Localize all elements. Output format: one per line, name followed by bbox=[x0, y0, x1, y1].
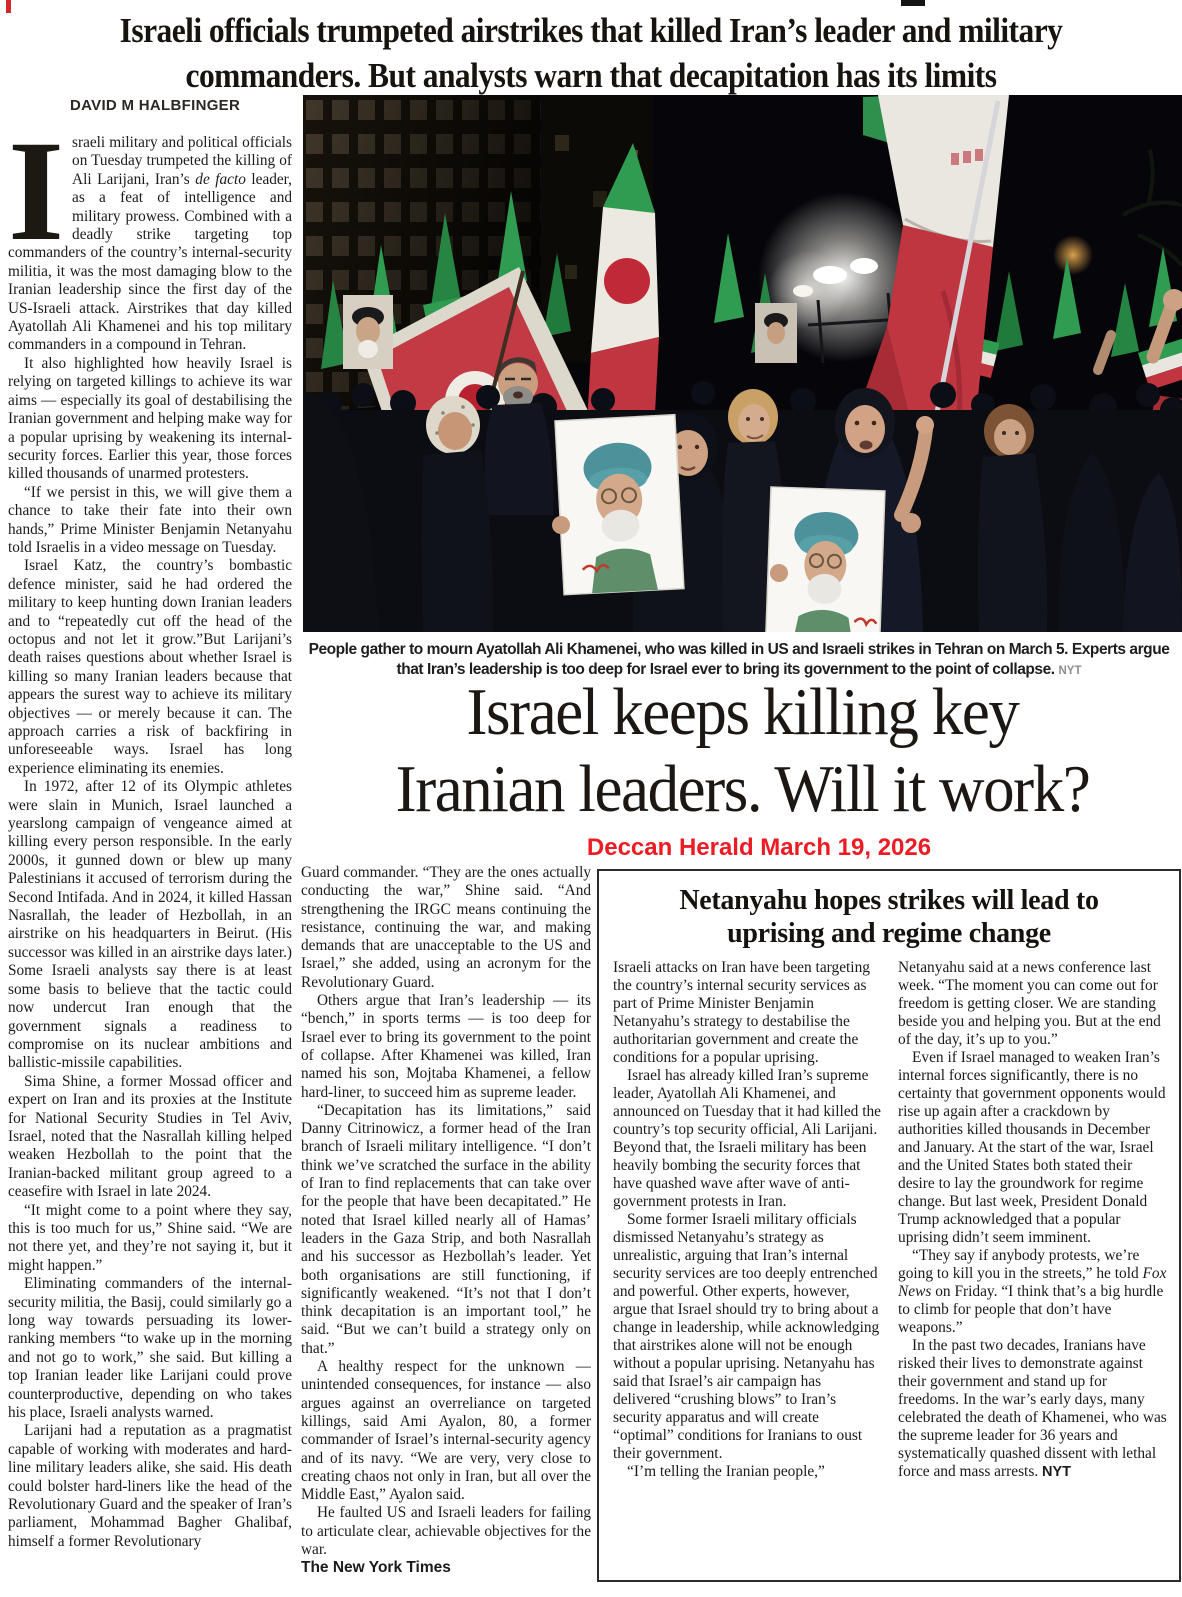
paragraph: Larijani had a reputation as a pragmatist capable of working with moderates and hard-line military leaders alike, she said. His death could bolster hard-liners like the head of the Revolutionary Guard and the speaker of Iran’s parliament, Mohammad Bagher Ghalibaf, himself a former Revolutionary bbox=[8, 1422, 292, 1550]
main-headline-line2: Iranian leaders. Will it work? bbox=[395, 752, 1090, 826]
box-credit: NYT bbox=[1042, 1464, 1072, 1480]
paragraph: Even if Israel managed to weaken Iran’s internal forces significantly, there is no certainty that government opponents would rise up again after a crackdown by authorities killed thousands in December and January. At the start of the war, Israel and the United States both stated their desire to lay the groundwork for regime change. But last week, President Donald Trump acknowledged that a popular uprising didn’t seem imminent. bbox=[898, 1049, 1166, 1246]
photo-hand bbox=[552, 516, 570, 534]
paragraph: “If we persist in this, we will give them a chance to take their fate into their own hands,” Prime Minister Benjamin Netanyahu told Israelis in a video message on Tuesday. bbox=[8, 483, 292, 556]
article-credit: The New York Times bbox=[301, 1559, 451, 1577]
paragraph: Israeli attacks on Iran have been targeting the country’s internal security services as part of Prime Minister Benjamin Netanyahu’s strategy to destabilise the authoritarian government and create the conditions for a popular uprising. bbox=[613, 959, 870, 1066]
box-headline bbox=[609, 884, 1169, 950]
photo-khamenei-poster-right bbox=[765, 487, 885, 632]
paragraph: He faulted US and Israeli leaders for failing to articulate clear, achievable objectives for the war. bbox=[301, 1504, 591, 1558]
mourning-crowd-illustration bbox=[303, 95, 1182, 632]
paragraph: Israel has already killed Iran’s supreme leader, Ayatollah Ali Khamenei, and announced on Tuesday that it had killed the country’s top security official, Ali Larijani. Beyond that, the Israeli military has been heavily bombing the security forces that have quashed wave after wave of anti-government protests in Iran. bbox=[613, 1067, 882, 1210]
scan-artifact-dark bbox=[901, 0, 925, 6]
photo-hand bbox=[770, 564, 788, 582]
paragraph: Others argue that Iran’s leadership — its “bench,” in sports terms — is too deep for Israel ever to bring its government to the point of collapse. After Khamenei was killed, Iran named his son, Mojtaba Khamenei, a fellow hard-liner, to succeed him as supreme leader. bbox=[301, 992, 591, 1101]
caption-text: People gather to mourn Ayatollah Ali Khamenei, who was killed in US and Israeli strikes in Tehran on March 5. Experts argue that Iran’s leadership is too deep for Israel ever to bring its government to the point of collapse. bbox=[308, 641, 1170, 678]
article-column-middle bbox=[301, 864, 591, 1590]
lead-paragraph bbox=[8, 134, 292, 355]
drop-cap: I bbox=[8, 134, 65, 271]
paragraph: Guard commander. “They are the ones actually conducting the war,” Shine said. “And strengthening the IRGC means continuing the resistance, continuing the war, and making demands that are unacceptable to the US and Israel,” she added, using an acronym for the Revolutionary Guard. bbox=[301, 864, 591, 991]
paragraph: It also highlighted how heavily Israel is relying on targeted killings to achieve its war aims — especially its goal of destabilising the Iranian government and helping make way for a popular uprising by weakening its internal-security forces. Earlier this year, those forces killed thousands of unarmed protesters. bbox=[8, 354, 292, 483]
main-headline bbox=[303, 674, 1182, 828]
box-column-left bbox=[613, 959, 882, 1559]
caption-credit: NYT bbox=[1058, 664, 1082, 677]
box-headline-line1: Netanyahu hopes strikes will lead to bbox=[679, 885, 1099, 916]
box-columns bbox=[599, 950, 1179, 1559]
article-column-left bbox=[8, 134, 292, 1594]
paragraph-text: In the past two decades, Iranians have risked their lives to demonstrate against their government and stand up for freedoms. In the war’s early days, many celebrated the death of Khamenei, who was the supreme leader for 36 years and systematically quashed dissent with lethal force and mass arrests. bbox=[898, 1337, 1167, 1480]
top-headline-line1: Israeli officials trumpeted airstrikes that killed Iran’s leader and military bbox=[119, 11, 1063, 50]
paragraph: Sima Shine, a former Mossad officer and expert on Iran and its proxies at the Institute for National Security Studies in Tel Aviv, Israel, noted that the Nasrallah killing helped weaken Hezbollah to the point that the Iranian-backed militant group agreed to a ceasefire with Israel in late 2024. bbox=[8, 1072, 292, 1201]
paragraph: “They say if anybody protests, we’re going to kill you in the streets,” he told Fox News on Friday. “I think that’s a big hurdle to climb for people that don’t have weapons.” bbox=[898, 1247, 1167, 1336]
paragraph: A healthy respect for the unknown — unintended consequences, for instance — also argues against an overreliance on targeted killings, said Ami Ayalon, 80, a former commander of Israel’s internal-security agency and of its navy. “We are very, very close to creating chaos not only in Iran, but all over the Middle East,” Ayalon said. bbox=[301, 1358, 591, 1504]
publication-watermark: Deccan Herald March 19, 2026 bbox=[586, 834, 932, 861]
top-headline-line2: commanders. But analysts warn that decapitation has its limits bbox=[185, 56, 997, 95]
paragraph: In 1972, after 12 of its Olympic athletes were slain in Munich, Israel launched a yearslong campaign of vengeance aimed at killing every person responsible. In the early 2000s, it gunned down or blew up many Palestinians it accused of terrorism during the Second Intifada. And in 2024, it killed Hassan Nasrallah, the leader of Hezbollah, in an airstrike on his headquarters in Beirut. (His successor was killed in an airstrike days later.) Some Israeli analysts say there is at least some basis to believe that the tactic could now undercut Iran enough that the government signals a readiness to compromise on its nuclear ambitions and ballistic-missile capabilities. bbox=[8, 778, 292, 1072]
lead-text: sraeli military and political officials on Tuesday trumpeted the killing of Ali Larijani, Iran’s de facto leader, as a feat of intelligence and military prowess. Combined with a deadly strike targeting top commanders of the country’s internal-security militia, it was the most damaging blow to the Iranian leadership since the first day of the US-Israeli attack. Airstrikes that day killed Ayatollah Ali Khamenei and his top military commanders in a compound in Tehran. bbox=[8, 134, 292, 354]
paragraph: “I’m telling the Iranian people,” bbox=[627, 1463, 825, 1480]
paragraph: “It might come to a point where they say, this is too much for us,” Shine said. “We are not there yet, and they’re not saying it, but it might happen.” bbox=[8, 1201, 292, 1274]
box-column-right bbox=[898, 959, 1167, 1559]
top-headline bbox=[0, 8, 1182, 98]
paragraph: Israel Katz, the country’s bombastic defence minister, said he had ordered the military to keep hunting down Iranian leaders and to “repeatedly cut off the head of the octopus and not let it grow.”But Larijani’s death raises questions about whether Israel is killing so many Iranian leaders because that appears the surest way to achieve its military objectives — or merely because it can. The approach carries a risk of backfiring in unforeseeable ways. Israel has long experience eliminating its enemies. bbox=[8, 557, 292, 777]
paragraph bbox=[898, 1337, 1167, 1481]
box-headline-line2: uprising and regime change bbox=[727, 918, 1051, 949]
paragraph: Netanyahu said at a news conference last week. “The moment you can come out for freedom is getting closer. We are standing beside you and helping you. But at the end of the day, it’s up to you.” bbox=[898, 959, 1161, 1048]
paragraph: “Decapitation has its limitations,” said Danny Citrinowicz, a former head of the Iran branch of Israeli military intelligence. “I don’t think we’ve scratched the surface in the ability of Iran to find replacements that can take over for the people that have been decapitated.” He noted that Israel killed nearly all of Hamas’ leaders in the Gaza Strip, and both Nasrallah and his successor as Hezbollah’s leader. Yet both organisations are still functioning, if significantly weakened. “It’s not that I don’t think decapitation is an important tool,” he said. “But we can’t build a strategy only on that.” bbox=[301, 1101, 591, 1357]
news-photo bbox=[303, 95, 1182, 632]
paragraph: Eliminating commanders of the internal-security militia, the Basij, could similarly go a long way towards persuading its lower-ranking members “to wake up in the morning and not go to work,” she said. But killing a top Iranian leader like Larijani could prove counterproductive, depending on who takes his place, Israeli analysts warned. bbox=[8, 1275, 292, 1422]
paragraph: Some former Israeli military officials dismissed Netanyahu’s strategy as unrealistic, arguing that Iran’s internal security services are too deeply entrenched and powerful. Other experts, however, argue that Israel should try to bring about a change in leadership, while acknowledging that airstrikes alone will not be enough without a popular uprising. Netanyahu has said that Israel’s air campaign has delivered “crushing blows” to Iran’s security apparatus and will create “optimal” conditions for Iranians to oust their government. bbox=[613, 1211, 880, 1462]
main-headline-line1: Israel keeps killing key bbox=[466, 675, 1019, 749]
byline: DAVID M HALBFINGER bbox=[70, 97, 241, 114]
sidebar-box bbox=[597, 869, 1181, 1582]
photo-khamenei-poster-left bbox=[555, 415, 684, 595]
